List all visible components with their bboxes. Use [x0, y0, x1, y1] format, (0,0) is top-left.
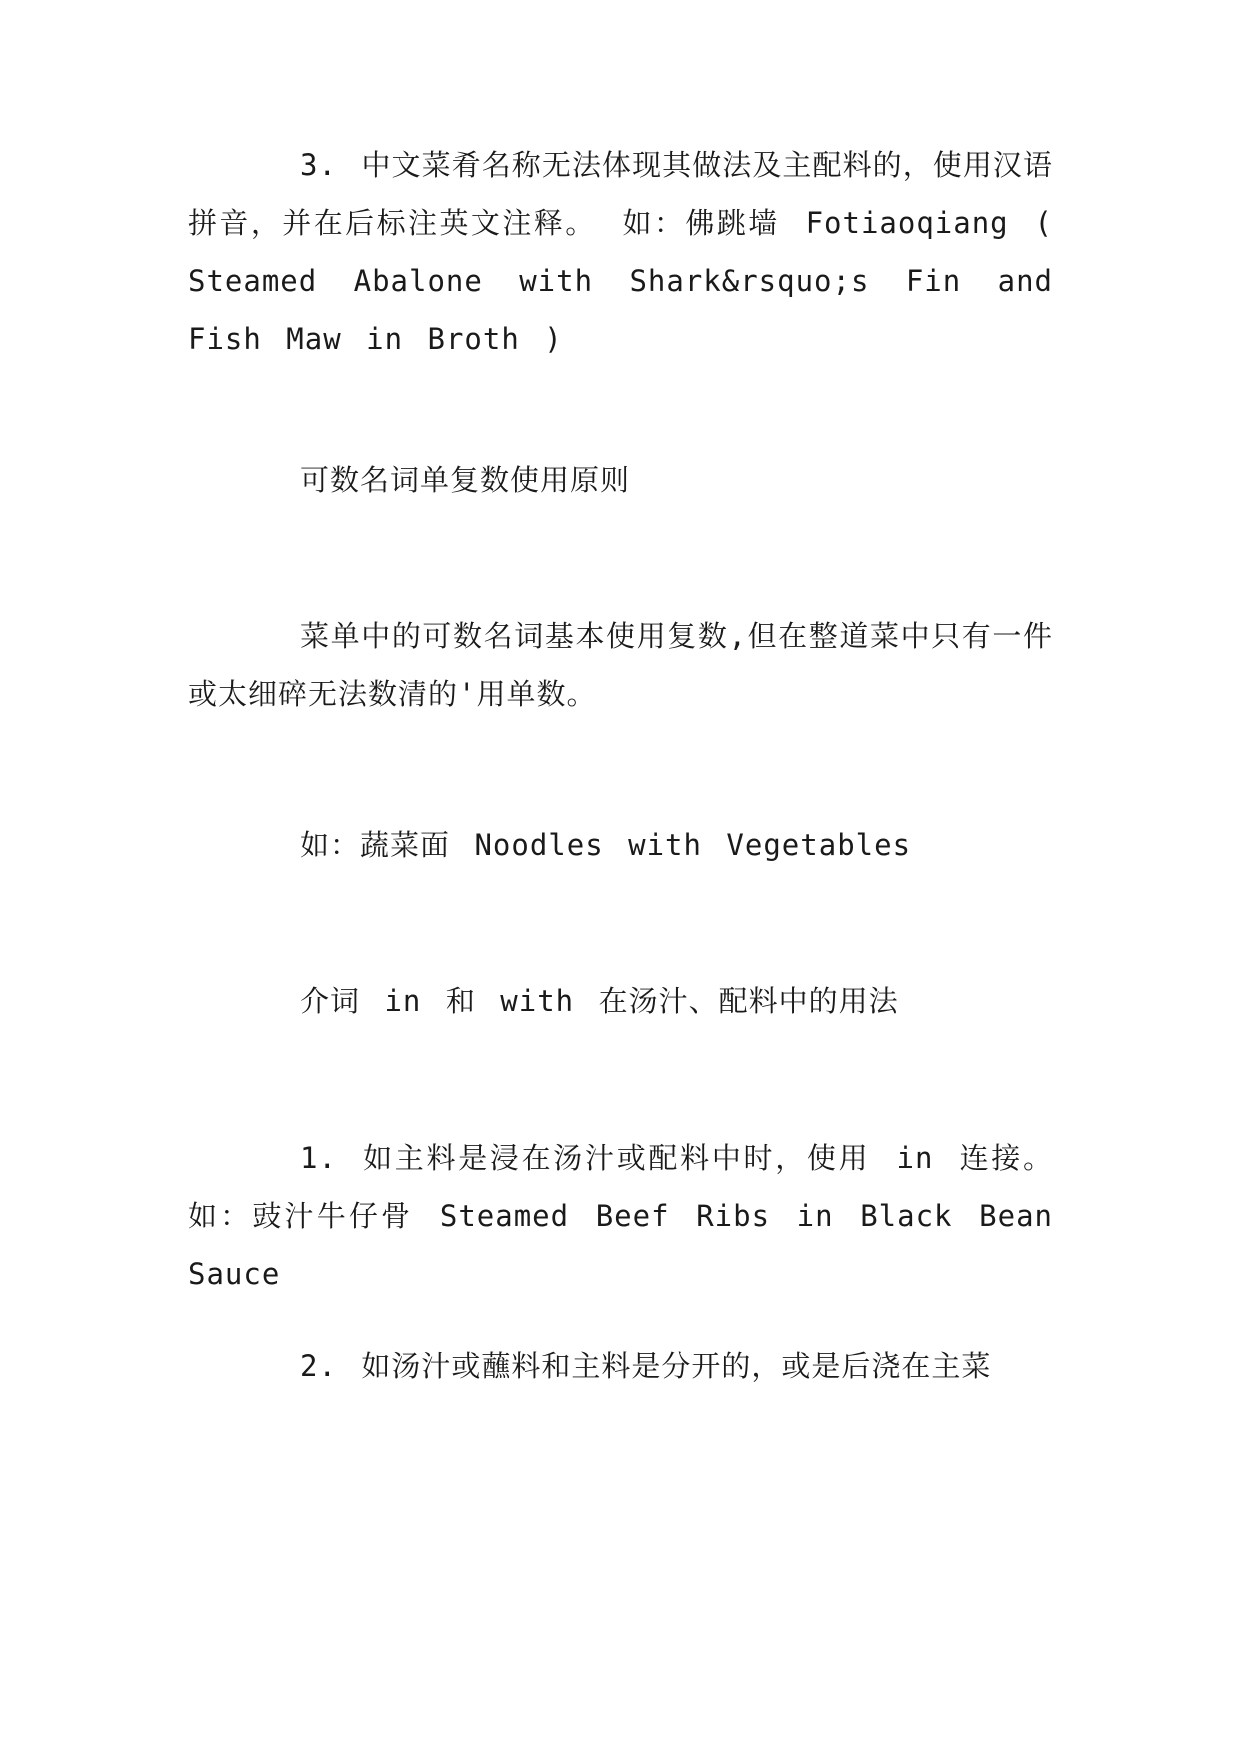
paragraph-rule-3: 3. 中文菜肴名称无法体现其做法及主配料的，使用汉语拼音，并在后标注英文注释。 如：佛跳墙 Fotiaoqiang ( Steamed Abalone with Shark&rsquo;s Fin and Fish Maw in Broth )	[188, 148, 1053, 356]
section-heading-prepositions: 介词 in 和 with 在汤汁、配料中的用法	[300, 984, 899, 1018]
section-heading-plural-rules: 可数名词单复数使用原则	[300, 463, 631, 497]
paragraph-example-noodles: 如：蔬菜面 Noodles with Vegetables	[300, 828, 912, 862]
paragraph-plural-usage: 菜单中的可数名词基本使用复数,但在整道菜中只有一件或太细碎无法数清的'用单数。	[188, 619, 1053, 711]
paragraph-rule-with: 2. 如汤汁或蘸料和主料是分开的，或是后浇在主菜	[300, 1349, 992, 1383]
paragraph-rule-in: 1. 如主料是浸在汤汁或配料中时，使用 in 连接。如：豉汁牛仔骨 Steamed Beef Ribs in Black Bean Sauce	[188, 1141, 1053, 1291]
